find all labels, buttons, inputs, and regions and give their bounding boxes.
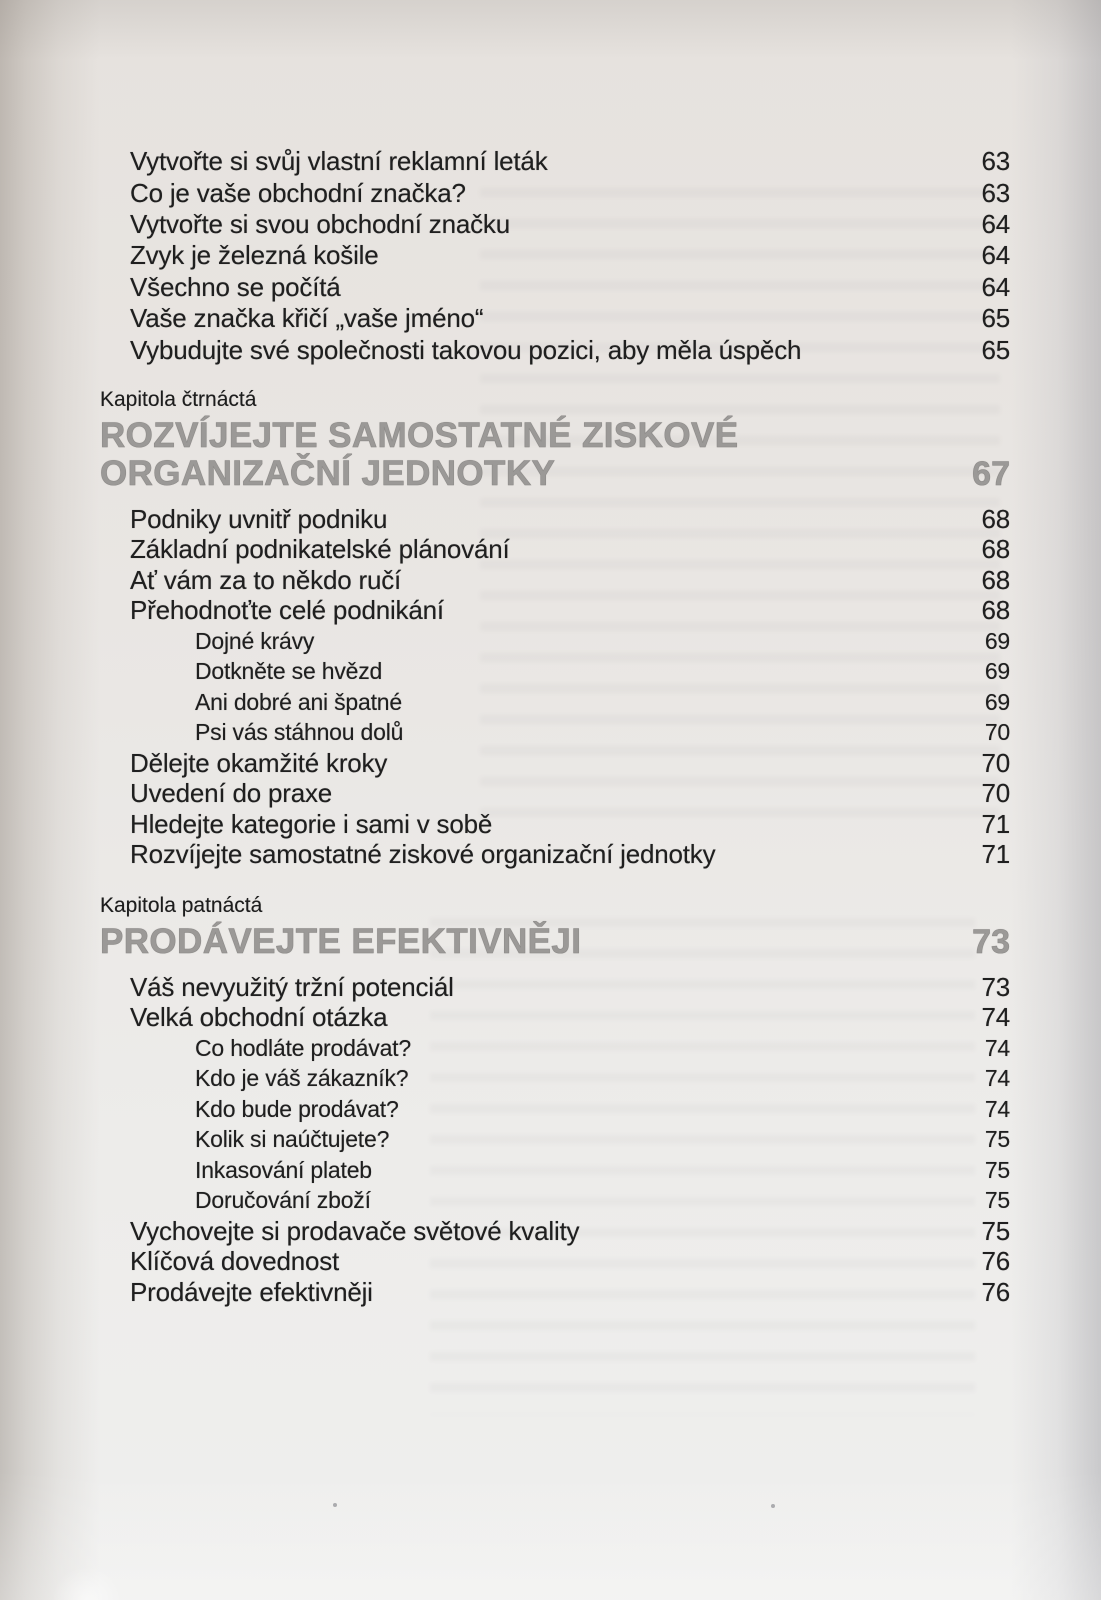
toc-intro-entries: [130, 146, 1010, 366]
toc-entry: [130, 748, 1010, 779]
dust-speck: [771, 1504, 775, 1508]
chapter-title: [100, 923, 581, 961]
toc-entry-page: 65: [981, 334, 1010, 365]
toc-entry-page: 74: [981, 1002, 1010, 1033]
toc-entry: [130, 240, 1010, 271]
toc-entry-title: Dotkněte se hvězd: [195, 658, 383, 685]
toc-entry-page: 71: [981, 808, 1010, 839]
toc-entry-page: 68: [981, 503, 1010, 534]
toc-entry-page: 68: [981, 564, 1010, 595]
toc-entry-page: 75: [984, 1126, 1010, 1153]
toc-entry-title: Dělejte okamžité kroky: [130, 747, 388, 778]
toc-entry-title: Doručování zboží: [195, 1187, 371, 1214]
toc-entry: [130, 626, 1010, 657]
toc-entry: [130, 1186, 1010, 1217]
toc-entry-page: 63: [981, 146, 1010, 177]
toc-entry-page: 68: [981, 534, 1010, 565]
toc-entry-title: Ani dobré ani špatné: [195, 688, 402, 715]
toc-entry: [130, 334, 1010, 365]
toc-entry-page: 70: [981, 778, 1010, 809]
chapter-title: [100, 417, 738, 493]
toc-entry: [130, 596, 1010, 627]
chapter-entries: [130, 972, 1010, 1308]
toc-entry: [130, 535, 1010, 566]
toc-entry: [130, 972, 1010, 1003]
page-gutter-shadow: [0, 0, 100, 1600]
toc-entry-title: Uvedení do praxe: [130, 778, 333, 809]
toc-entry-title: Kolik si naúčtujete?: [195, 1126, 390, 1153]
toc-entry-page: 76: [981, 1276, 1010, 1307]
toc-entry: [130, 1003, 1010, 1034]
toc-entry-title: Vaše značka křičí „vaše jméno“: [130, 303, 484, 334]
toc-entry: [130, 1247, 1010, 1278]
toc-entry-page: 73: [981, 971, 1010, 1002]
toc-entry-title: Klíčová dovednost: [130, 1246, 340, 1277]
toc-entry: [130, 809, 1010, 840]
toc-entry-page: 65: [981, 303, 1010, 334]
toc-entry: [130, 1033, 1010, 1064]
page-top-shade: [0, 0, 1101, 60]
toc-entry-page: 63: [981, 177, 1010, 208]
toc-entry-page: 70: [984, 719, 1010, 746]
toc-entry: [130, 504, 1010, 535]
chapter-label: Kapitola čtrnáctá: [100, 388, 257, 411]
page-right-edge-shade: [1011, 0, 1101, 1600]
toc-entry-page: 68: [981, 595, 1010, 626]
toc-entry-page: 74: [984, 1034, 1010, 1061]
page-bottom-highlight: [0, 1470, 1101, 1600]
toc-entry-title: Velká obchodní otázka: [130, 1002, 388, 1033]
toc-entry: [130, 1277, 1010, 1308]
toc-entry-title: Psi vás stáhnou dolů: [195, 719, 404, 746]
toc-entry: [130, 657, 1010, 688]
dust-speck: [333, 1503, 337, 1507]
toc-entry-page: 71: [981, 839, 1010, 870]
toc-entry: [130, 565, 1010, 596]
chapter-title-line: ROZVÍJEJTE SAMOSTATNÉ ZISKOVÉ: [100, 416, 739, 455]
toc-entry: [130, 1216, 1010, 1247]
chapter-title-line: ORGANIZAČNÍ JEDNOTKY: [100, 454, 556, 493]
toc-entry-page: 69: [984, 688, 1010, 715]
toc-entry-title: Kdo je váš zákazník?: [195, 1065, 409, 1092]
toc-entry-page: 74: [984, 1065, 1010, 1092]
toc-entry-page: 70: [981, 747, 1010, 778]
toc-entry: [130, 687, 1010, 718]
toc-entry: [130, 840, 1010, 871]
toc-entry: [130, 177, 1010, 208]
chapter-entries: [130, 504, 1010, 870]
chapter-block-15: [100, 894, 1010, 1308]
toc-entry-title: Hledejte kategorie i sami v sobě: [130, 808, 493, 839]
toc-intro-section: [130, 146, 1010, 366]
chapter-page-number: 73: [972, 923, 1010, 961]
toc-entry-page: 74: [984, 1095, 1010, 1122]
toc-entry: [130, 146, 1010, 177]
toc-entry: [130, 272, 1010, 303]
toc-entry-title: Váš nevyužitý tržní potenciál: [130, 971, 454, 1002]
toc-entry: [130, 209, 1010, 240]
toc-entry-title: Ať vám za to někdo ručí: [130, 564, 402, 595]
toc-entry-title: Vybudujte své společnosti takovou pozici, aby měla úspěch: [130, 334, 802, 365]
toc-entry-title: Vytvořte si svůj vlastní reklamní leták: [130, 146, 548, 177]
toc-entry: [130, 1125, 1010, 1156]
toc-entry: [130, 303, 1010, 334]
toc-entry-title: Co je vaše obchodní značka?: [130, 177, 466, 208]
toc-entry-page: 64: [981, 271, 1010, 302]
toc-entry: [130, 1155, 1010, 1186]
toc-entry-title: Co hodláte prodávat?: [195, 1034, 411, 1061]
toc-entry-page: 75: [984, 1187, 1010, 1214]
toc-entry-title: Vytvořte si svou obchodní značku: [130, 208, 510, 239]
toc-entry-title: Prodávejte efektivněji: [130, 1276, 373, 1307]
toc-entry-title: Všechno se počítá: [130, 271, 341, 302]
toc-entry-page: 75: [984, 1156, 1010, 1183]
toc-entry: [130, 718, 1010, 749]
chapter-heading-row: [100, 923, 1010, 961]
chapter-heading-row: [100, 417, 1010, 493]
page-corner-curl: [52, 1566, 122, 1600]
toc-entry: [130, 1064, 1010, 1095]
chapter-title-line: PRODÁVEJTE EFEKTIVNĚJI: [100, 922, 582, 961]
toc-entry-page: 64: [981, 208, 1010, 239]
toc-entry-title: Přehodnoťte celé podnikání: [130, 595, 444, 626]
chapter-label: Kapitola patnáctá: [100, 894, 263, 917]
toc-entry-title: Zvyk je železná košile: [130, 240, 379, 271]
toc-entry-title: Rozvíjejte samostatné ziskové organizační jednotky: [130, 839, 716, 870]
toc-entry-title: Základní podnikatelské plánování: [130, 534, 510, 565]
toc-entry-page: 69: [984, 658, 1010, 685]
toc-entry-title: Podniky uvnitř podniku: [130, 503, 388, 534]
toc-entry-page: 69: [984, 627, 1010, 654]
toc-entry-title: Vychovejte si prodavače světové kvality: [130, 1215, 580, 1246]
chapter-block-14: [100, 388, 1010, 870]
toc-entry-page: 64: [981, 240, 1010, 271]
toc-entry-page: 75: [981, 1215, 1010, 1246]
toc-entry: [130, 1094, 1010, 1125]
toc-entry-page: 76: [981, 1246, 1010, 1277]
chapter-page-number: 67: [972, 455, 1010, 493]
toc-entry: [130, 779, 1010, 810]
toc-entry-title: Inkasování plateb: [195, 1156, 372, 1183]
toc-entry-title: Kdo bude prodávat?: [195, 1095, 399, 1122]
toc-entry-title: Dojné krávy: [195, 627, 315, 654]
